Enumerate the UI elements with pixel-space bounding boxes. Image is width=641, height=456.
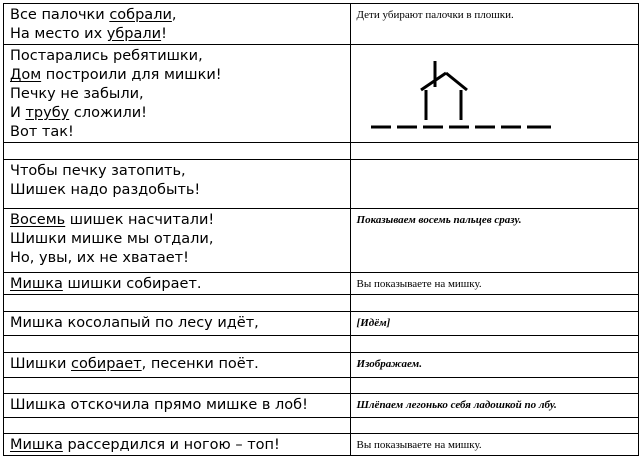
verse-line — [10, 85, 350, 104]
verse-text — [4, 273, 350, 294]
verse-cell — [4, 160, 351, 209]
verse-fragment: Шишки — [10, 356, 71, 372]
table-row — [4, 418, 639, 434]
note-cell — [350, 209, 638, 273]
verse-line — [10, 396, 350, 415]
table-row — [4, 336, 639, 353]
note-cell — [350, 336, 638, 353]
verse-cell — [4, 209, 351, 273]
note-cell — [350, 312, 638, 336]
note-cell — [350, 378, 638, 394]
verse-line — [10, 162, 350, 181]
verse-word-underlined: убрали — [106, 26, 162, 42]
verse-fragment: ! — [161, 26, 167, 42]
verse-cell — [4, 4, 351, 45]
instruction-note: Вы показываете на мишку. — [356, 278, 482, 290]
verse-line — [10, 249, 350, 268]
verse-fragment: , песенки поёт. — [141, 356, 259, 372]
verse-cell — [4, 273, 351, 295]
table-row — [4, 4, 639, 45]
verse-fragment: Шишек надо раздобыть! — [10, 182, 201, 198]
verse-fragment: Постарались ребятишки, — [10, 48, 203, 64]
verse-cell — [4, 378, 351, 394]
roof-right-stick — [446, 73, 467, 90]
note-cell — [350, 394, 638, 418]
verse-line — [10, 275, 350, 294]
verse-line — [10, 123, 350, 142]
table-row — [4, 434, 639, 456]
instruction-note: Изображаем. — [356, 358, 422, 370]
verse-word-underlined: Восемь — [10, 212, 66, 228]
verse-line — [10, 104, 350, 123]
table-row — [4, 45, 639, 143]
verse-text — [4, 209, 350, 268]
instruction-note: [Идём] — [356, 317, 391, 329]
verse-word-underlined: Мишка — [10, 276, 63, 292]
verse-text — [4, 312, 350, 333]
verse-word-underlined: Мишка — [10, 437, 63, 453]
instruction-note: Дети убирают палочки в плошки. — [356, 9, 514, 21]
verse-line — [10, 211, 350, 230]
note-cell — [350, 143, 638, 160]
verse-fragment: сложили! — [69, 105, 147, 121]
verse-word-underlined: Дом — [10, 67, 42, 83]
verse-line — [10, 25, 350, 44]
verse-fragment: И — [10, 105, 26, 121]
table-row — [4, 394, 639, 418]
verse-cell — [4, 353, 351, 378]
verse-text — [4, 4, 350, 44]
verse-cell — [4, 312, 351, 336]
verse-fragment: шишки собирает. — [62, 276, 202, 292]
verse-cell — [4, 45, 351, 143]
verse-word-underlined: трубу — [25, 105, 70, 121]
verse-line — [10, 181, 350, 200]
verse-word-underlined: собрали — [109, 7, 172, 23]
table-row — [4, 295, 639, 312]
verse-fragment: На место их — [10, 26, 107, 42]
verse-cell — [4, 394, 351, 418]
instruction-note: Вы показываете на мишку. — [356, 439, 482, 451]
verse-fragment: Все палочки — [10, 7, 110, 23]
note-cell — [350, 434, 638, 456]
verse-text — [4, 434, 350, 455]
verse-fragment: построили для мишки! — [41, 67, 222, 83]
verse-cell — [4, 336, 351, 353]
table-row — [4, 209, 639, 273]
verse-fragment: Но, увы, их не хватает! — [10, 250, 189, 266]
table-row — [4, 312, 639, 336]
verse-fragment: Шишка отскочила прямо мишке в лоб! — [10, 397, 308, 413]
verse-text — [4, 160, 350, 200]
verse-line — [10, 436, 350, 455]
verse-fragment: Печку не забыли, — [10, 86, 144, 102]
verse-line — [10, 66, 350, 85]
verse-fragment: Чтобы печку затопить, — [10, 163, 186, 179]
instruction-note: Показываем восемь пальцев сразу. — [356, 214, 522, 226]
verse-line — [10, 230, 350, 249]
table-row — [4, 273, 639, 295]
verse-line — [10, 355, 350, 374]
table-row — [4, 160, 639, 209]
instruction-note: Шлёпаем легонько себя ладошкой по лбу. — [356, 399, 557, 411]
note-cell — [350, 295, 638, 312]
verse-fragment: Вот так! — [10, 124, 74, 140]
verse-cell — [4, 418, 351, 434]
poem-table-body — [4, 4, 639, 456]
verse-text — [4, 394, 350, 415]
verse-fragment: рассердился и ногою – топ! — [62, 437, 280, 453]
verse-word-underlined: собирает — [71, 356, 142, 372]
verse-line — [10, 314, 350, 333]
verse-line — [10, 47, 350, 66]
verse-line — [10, 6, 350, 25]
poem-table — [3, 3, 639, 456]
note-cell — [350, 353, 638, 378]
note-cell — [350, 273, 638, 295]
verse-fragment: шишек насчитали! — [65, 212, 215, 228]
note-cell — [350, 160, 638, 209]
verse-text — [4, 45, 350, 142]
verse-fragment: , — [171, 7, 177, 23]
note-cell — [350, 418, 638, 434]
verse-fragment: Мишка косолапый по лесу идёт, — [10, 315, 259, 331]
table-row — [4, 378, 639, 394]
verse-cell — [4, 295, 351, 312]
note-cell — [350, 4, 638, 45]
verse-fragment: Шишки мишке мы отдали, — [10, 231, 214, 247]
house-drawing-icon — [351, 45, 639, 139]
note-cell — [350, 45, 638, 143]
table-row — [4, 353, 639, 378]
verse-text — [4, 353, 350, 374]
verse-cell — [4, 143, 351, 160]
table-row — [4, 143, 639, 160]
verse-cell — [4, 434, 351, 456]
